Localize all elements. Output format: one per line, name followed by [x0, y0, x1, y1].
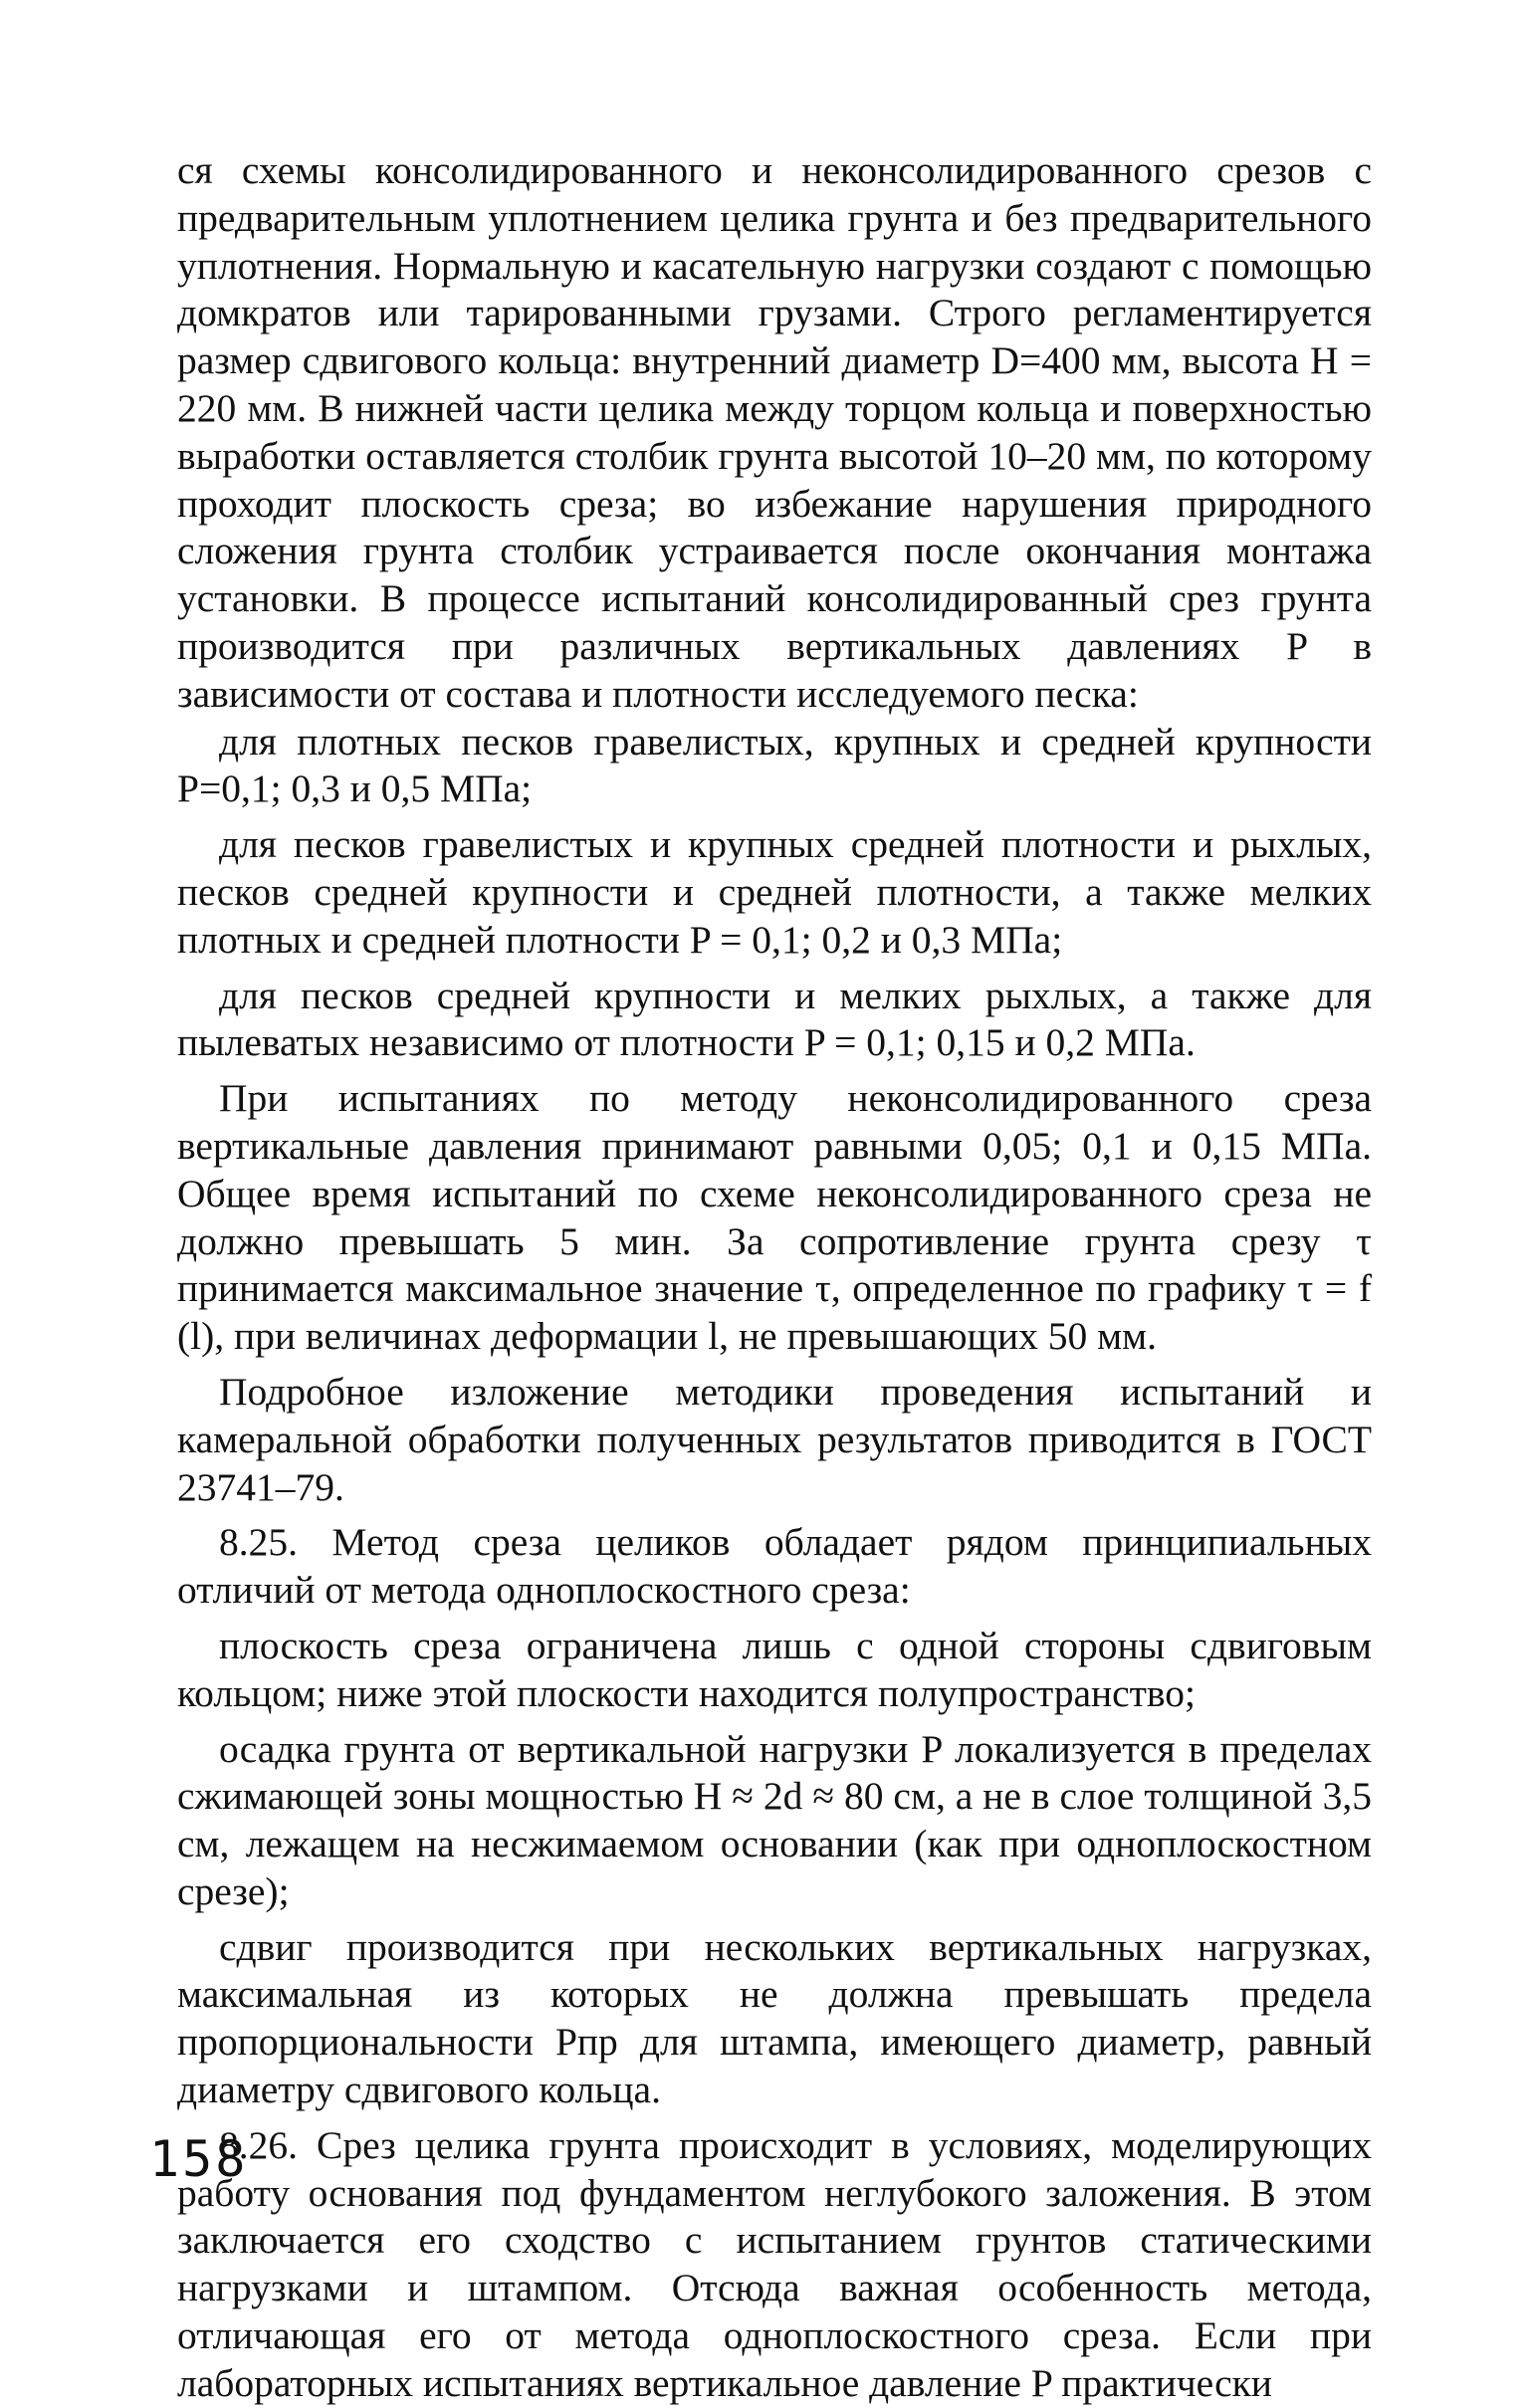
paragraph-shear-plane: плоскость среза ограничена лишь с одной стороны сдвиговым кольцом; ниже этой плоскости находится полупространство; — [177, 1623, 1372, 1715]
page-number: 158 — [149, 2130, 249, 2188]
paragraph-settlement: осадка грунта от вертикальной нагрузки P локализуется в пределах сжимающей зоны мощностью H ≈ 2d ≈ 80 см, а не в слое толщиной 3,5 см, лежащем на несжимаемом основании (как при одноплоскостном срезе); — [177, 1726, 1372, 1913]
paragraph-gost: Подробное изложение методики проведения испытаний и камеральной обработки полученных результатов приводится в ГОСТ 23741–79. — [177, 1369, 1372, 1509]
paragraph-medium-sands: для песков гравелистых и крупных средней плотности и рыхлых, песков средней крупности и средней плотности, а также мелких плотных и средней плотности P = 0,1; 0,2 и 0,3 МПа; — [177, 822, 1372, 962]
paragraph-shear-loads: сдвиг производится при нескольких вертикальных нагрузках, максимальная из которых не должна превышать предела пропорциональности Pпр для штампа, имеющего диаметр, равный диаметру сдвигового кольца. — [177, 1924, 1372, 2112]
paragraph-loose-sands: для песков средней крупности и мелких рыхлых, а также для пылеватых независимо от плотности P = 0,1; 0,15 и 0,2 МПа. — [177, 973, 1372, 1065]
paragraph-intro: ся схемы консолидированного и неконсолидированного срезов с предварительным уплотнением целика грунта и без предварительного уплотнения. Нормальную и касательную нагрузки создают с помощью домкратов или тарированными грузами. Строго регламентируется размер сдвигового кольца: внутренний диаметр D=400 мм, высота H = 220 мм. В нижней части целика между торцом кольца и поверхностью выработки оставляется столбик грунта высотой 10–20 мм, по которому проходит плоскость среза; во избежание нарушения природного сложения грунта столбик устраивается после окончания монтажа установки. В процессе испытаний консолидированный срез грунта производится при различных вертикальных давлениях P в зависимости от состава и плотности исследуемого песка: — [177, 148, 1372, 716]
paragraph-unconsolidated: При испытаниях по методу неконсолидированного среза вертикальные давления принимают равными 0,05; 0,1 и 0,15 МПа. Общее время испытаний по схеме неконсолидированного среза не должно превышать 5 мин. За сопротивление грунта срезу τ принимается максимальное значение τ, определенное по графику τ = f (l), при величинах деформации l, не превышающих 50 мм. — [177, 1076, 1372, 1359]
paragraph-section-8-25: 8.25. Метод среза целиков обладает рядом принципиальных отличий от метода одноплоскостного среза: — [177, 1520, 1372, 1613]
paragraph-section-8-26: 8.26. Срез целика грунта происходит в условиях, моделирующих работу основания под фундаментом неглубокого заложения. В этом заключается его сходство с испытанием грунтов статическими нагрузками и штампом. Отсюда важная особенность метода, отличающая его от метода одноплоскостного среза. Если при лабораторных испытаниях вертикальное давление P практически — [177, 2122, 1372, 2405]
paragraph-dense-sands: для плотных песков гравелистых, крупных и средней крупности P=0,1; 0,3 и 0,5 МПа; — [177, 719, 1372, 811]
page-text — [177, 147, 1372, 2408]
